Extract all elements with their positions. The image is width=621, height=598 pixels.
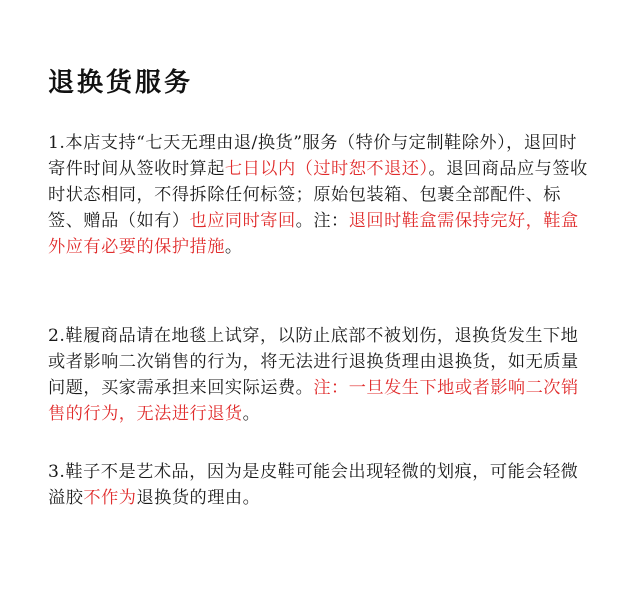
page-title: 退换货服务 bbox=[48, 68, 194, 98]
paragraph-text: 。注： bbox=[295, 211, 349, 231]
paragraph-text: 退换货的理由。 bbox=[136, 488, 261, 508]
highlight-text: 退回时鞋盒需保持完好，鞋盒外应有必要的保护措施 bbox=[48, 211, 579, 257]
paragraph-text: 3.鞋子不是艺术品，因为是皮鞋可能会出现轻微的划痕，可能会轻微溢胶 bbox=[48, 462, 579, 508]
paragraph-text: 。 bbox=[242, 404, 261, 424]
policy-paragraph-2 bbox=[48, 323, 588, 427]
paragraph-text: 。 bbox=[224, 237, 243, 257]
policy-paragraph-3 bbox=[48, 459, 588, 511]
paragraph-text: 1.本店支持“七天无理由退/换货”服务（特价与定制鞋除外），退回时寄件时间从签收时算起 bbox=[48, 133, 577, 179]
policy-paragraph-1 bbox=[48, 130, 588, 260]
highlight-text: 注：一旦发生下地或者影响二次销售的行为，无法进行退货 bbox=[48, 378, 579, 424]
highlight-text: 也应同时寄回 bbox=[189, 211, 296, 231]
highlight-text: 不作为 bbox=[83, 488, 137, 508]
highlight-text: 七日以内（过时恕不退还） bbox=[224, 159, 429, 179]
paragraph-text: 。退回商品应与签收时状态相同，不得拆除任何标签；原始包装箱、包裹全部配件、标签、赠品（如有） bbox=[48, 159, 588, 231]
paragraph-text: 2.鞋履商品请在地毯上试穿，以防止底部不被划伤，退换货发生下地或者影响二次销售的行为，将无法进行退换货理由退换货，如无质量问题，买家需承担来回实际运费。 bbox=[48, 326, 579, 398]
